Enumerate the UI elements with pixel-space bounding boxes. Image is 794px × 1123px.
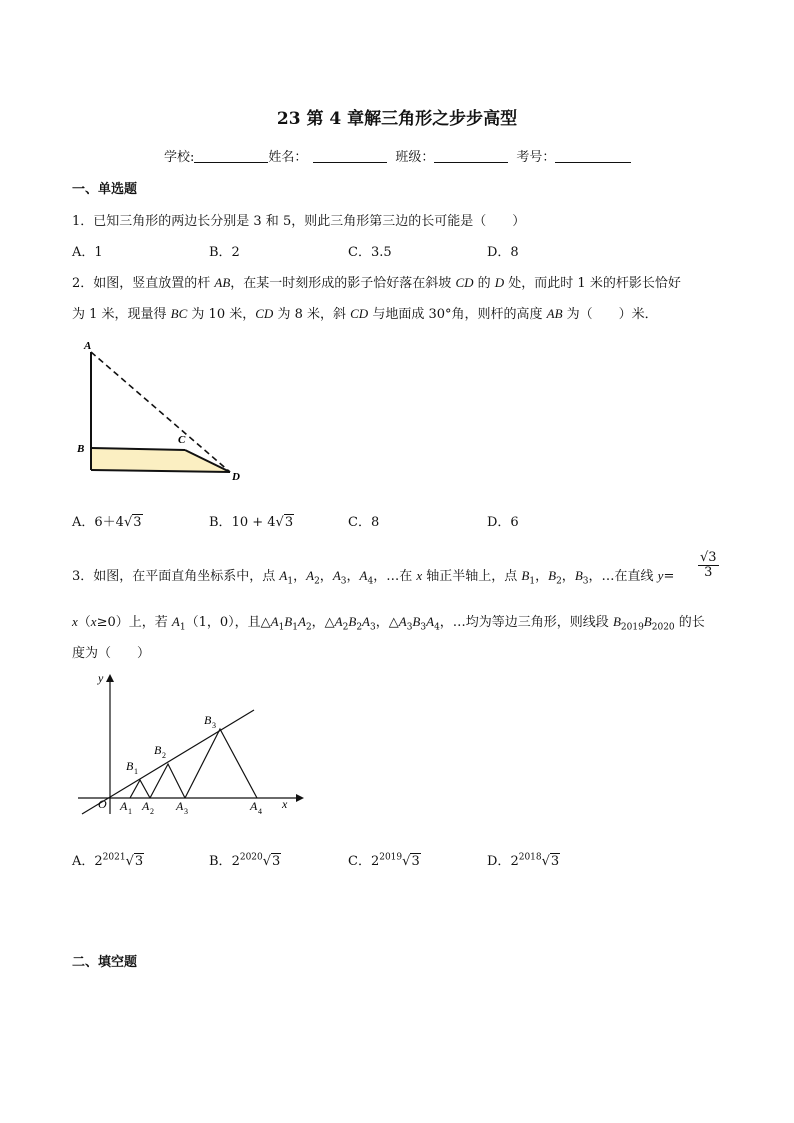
- q3-opt-b-base: 2: [231, 854, 240, 869]
- label-b: B: [77, 443, 85, 455]
- q3-text-f: （1，0），且△: [185, 615, 271, 630]
- q3-t1a-sub: 1: [278, 622, 285, 633]
- q3-t2a-sub: 2: [342, 622, 349, 633]
- triangle-3: [185, 729, 257, 798]
- q3-option-c[interactable]: [348, 850, 421, 869]
- q3-line3: 度为（ ）: [72, 646, 151, 661]
- q3-var-x2: x: [72, 614, 78, 629]
- label-b3: B: [204, 713, 212, 727]
- q2-var-d: D: [494, 275, 505, 290]
- q3-line2: [72, 611, 705, 633]
- q3-frac-num: √3: [700, 550, 717, 565]
- q3-t2c-sub: 3: [370, 622, 376, 633]
- q3-b1-sub: 1: [529, 576, 536, 587]
- q3-b2: B: [548, 568, 557, 583]
- q3-opt-b-prefix: B．: [209, 854, 232, 869]
- q2-var-ab: AB: [214, 275, 231, 290]
- section-single-choice: 一、单选题: [72, 182, 138, 197]
- q3-t3c-sub: 4: [434, 622, 440, 633]
- q3-t1a: A: [270, 614, 279, 629]
- q3-a2: A: [306, 568, 315, 583]
- q3-a1b-sub: 1: [179, 622, 186, 633]
- label-a3-sub: 3: [184, 807, 188, 816]
- q3-b2-sub: 2: [556, 576, 562, 587]
- sqrt-icon: √3: [275, 515, 294, 530]
- q3-opt-d-prefix: D．: [487, 854, 511, 869]
- sqrt-icon: √3: [541, 854, 560, 869]
- q3-option-d[interactable]: [487, 850, 560, 869]
- class-blank[interactable]: [434, 149, 508, 163]
- q3-t3b: B: [412, 614, 421, 629]
- q3-var-y: y: [657, 568, 664, 583]
- label-b2-sub: 2: [162, 751, 166, 760]
- sqrt-icon: √3: [402, 854, 420, 869]
- q3-text-d: …在直线: [601, 569, 658, 584]
- q3-t1c-sub: 2: [305, 622, 312, 633]
- q3-opt-a-base: 2: [94, 854, 103, 869]
- q3-t3a: A: [398, 614, 407, 629]
- label-b3-sub: 3: [212, 721, 216, 730]
- q2-line2: [72, 303, 658, 322]
- q3-t3c: A: [426, 614, 435, 629]
- q2-opt-b-rad: 3: [284, 515, 294, 530]
- exam-blank[interactable]: [555, 149, 631, 163]
- q3-a3: A: [332, 568, 341, 583]
- label-a2-sub: 2: [150, 807, 154, 816]
- q3-seg-b1-sub: 2019: [620, 622, 644, 633]
- label-b1: B: [126, 759, 134, 773]
- q3-a3-sub: 3: [340, 576, 347, 587]
- q3-text-b: …在: [386, 569, 417, 584]
- q3-b1: B: [521, 568, 530, 583]
- x-axis-arrow-icon: [296, 794, 304, 802]
- q3-text-a: 3．如图，在平面直角坐标系中，点: [72, 569, 280, 584]
- q3-t1c: A: [297, 614, 306, 629]
- q3-text-c: 轴正半轴上，点: [422, 569, 522, 584]
- q3-opt-c-base: 2: [370, 854, 380, 869]
- name-label: 姓名：: [268, 150, 308, 165]
- q3-a4: A: [359, 568, 368, 583]
- q2-option-a[interactable]: [72, 511, 143, 530]
- q3-opt-c-rad: 3: [411, 854, 420, 869]
- q3-var-x: x: [416, 568, 423, 583]
- q3-t2b: B: [348, 614, 357, 629]
- label-a1-sub: 1: [128, 807, 132, 816]
- q2-text-c: 的: [473, 276, 495, 291]
- q3-opt-a-rad: 3: [134, 854, 144, 869]
- label-o: O: [98, 797, 107, 811]
- q2-var-cd2: CD: [255, 306, 274, 321]
- q2-figure: [70, 336, 250, 486]
- q3-a2-sub: 2: [314, 576, 320, 587]
- q3-fraction: [698, 551, 719, 580]
- q2-option-c[interactable]: C．8: [348, 515, 380, 530]
- q3-opt-b-exp: 2020: [239, 852, 263, 863]
- label-a2: A: [142, 799, 150, 813]
- student-info: [164, 146, 631, 165]
- q2-text-b: ，在某一时刻形成的影子恰好落在斜坡: [230, 276, 456, 291]
- label-a3: A: [176, 799, 184, 813]
- q3-opt-a-exp: 2021: [102, 852, 126, 863]
- q2-option-d[interactable]: D．6: [487, 515, 519, 530]
- q2-opt-a-val: 6＋4: [94, 515, 124, 530]
- q3-t3b-sub: 3: [420, 622, 427, 633]
- label-a1: A: [120, 799, 128, 813]
- q3-var-x3: x: [90, 614, 97, 629]
- q2-opt-a-rad: 3: [133, 515, 142, 530]
- q3-option-a[interactable]: [72, 850, 144, 869]
- q3-opt-a-prefix: A．: [72, 854, 95, 869]
- label-a4: A: [250, 799, 258, 813]
- q3-t1b: B: [284, 614, 293, 629]
- q3-text-h: ，△: [375, 615, 399, 630]
- exam-label: 考号：: [516, 150, 556, 165]
- class-label: 班级：: [395, 150, 435, 165]
- q3-text-i: ，…均为等边三角形，则线段: [439, 615, 613, 630]
- name-blank[interactable]: [313, 149, 387, 163]
- q3-opt-d-base: 2: [510, 854, 519, 869]
- q2-var-bc: BC: [170, 306, 188, 321]
- q2-text-h: 为 8 米，斜: [273, 307, 351, 322]
- q1-option-d[interactable]: D．8: [487, 245, 519, 260]
- q2-line1: [72, 272, 681, 291]
- q3-a1-sub: 1: [287, 576, 294, 587]
- q3-t2a: A: [334, 614, 343, 629]
- q2-text-a: 2．如图，竖直放置的杆: [72, 276, 215, 291]
- q1-option-c[interactable]: C．3.5: [348, 245, 392, 260]
- q2-text-g: 为 10 米，: [187, 307, 256, 322]
- q3-b3-sub: 3: [582, 576, 589, 587]
- q3-a1: A: [279, 568, 288, 583]
- q3-t1b-sub: 1: [292, 622, 298, 633]
- q2-text-e: 处，而此时 1 米的杆影长恰好: [504, 276, 681, 291]
- q2-var-cd3: CD: [350, 306, 369, 321]
- sqrt-icon: √3: [262, 854, 281, 869]
- q2-option-b[interactable]: [209, 511, 294, 530]
- page-title: 23 第 4 章解三角形之步步高型: [276, 109, 518, 129]
- q1-option-a[interactable]: A．1: [72, 245, 103, 260]
- label-a4-sub: 4: [258, 807, 262, 816]
- q2-opt-b-prefix: B．: [209, 515, 232, 530]
- q3-opt-d-exp: 2018: [518, 852, 542, 863]
- q3-figure: [70, 668, 310, 818]
- q2-var-cd: CD: [455, 275, 474, 290]
- label-x: x: [282, 797, 288, 811]
- q3-t2b-sub: 2: [356, 622, 363, 633]
- school-label: 学校:: [164, 150, 195, 165]
- q3-frac-den: 3: [704, 565, 713, 580]
- school-blank[interactable]: [194, 149, 268, 163]
- q2-text-j: 为（ ）米．: [562, 307, 658, 322]
- q3-a4-sub: 4: [367, 576, 374, 587]
- q3-opt-d-rad: 3: [550, 854, 560, 869]
- q3-b3: B: [574, 568, 583, 583]
- q1-option-b[interactable]: B．2: [209, 245, 240, 260]
- q2-opt-a-prefix: A．: [72, 515, 95, 530]
- q2-text-i: 与地面成 30°角，则杆的高度: [368, 307, 547, 322]
- q2-var-ab2: AB: [546, 306, 563, 321]
- q3-text-g: ，△: [311, 615, 335, 630]
- q3-opt-c-exp: 2019: [379, 852, 403, 863]
- q3-t2c: A: [362, 614, 370, 629]
- q3-seg-b2: B: [643, 614, 652, 629]
- q2-opt-b-val: 10 + 4: [231, 515, 276, 530]
- q3-paren: （: [77, 615, 91, 630]
- q3-option-b[interactable]: [209, 850, 281, 869]
- q3-seg-b1: B: [612, 614, 621, 629]
- q3-a1b: A: [171, 614, 180, 629]
- q3-opt-b-rad: 3: [272, 854, 281, 869]
- label-d: D: [232, 471, 240, 483]
- shadow-area: [91, 448, 230, 472]
- label-y: y: [98, 671, 104, 685]
- q3-line1: 3．如图，在平面直角坐标系中，点 $A_1$，$A_2$，$A_3$，$A_4$，…在 x 轴正半轴上，点 $B_1$，$B_2$，$B_3$，…在直线 y=: [72, 568, 675, 587]
- q3-text-e: ≥0）上，若: [96, 615, 172, 630]
- q3-t3a-sub: 3: [406, 622, 413, 633]
- q3-opt-c-prefix: C．: [348, 854, 371, 869]
- label-c: C: [178, 434, 186, 446]
- y-axis-arrow-icon: [106, 674, 114, 682]
- q2-text-f: 为 1 米，现量得: [72, 307, 171, 322]
- q3-text-j: 的长: [674, 615, 705, 630]
- label-b2: B: [154, 743, 162, 757]
- q1-text: 1．已知三角形的两边长分别是 3 和 5，则此三角形第三边的长可能是（ ）: [72, 214, 526, 229]
- sqrt-icon: √3: [125, 854, 144, 869]
- q3-eq: =: [663, 569, 675, 584]
- section-fill-blank: 二、填空题: [72, 955, 138, 970]
- q3-seg-b2-sub: 2020: [651, 622, 675, 633]
- label-b1-sub: 1: [134, 767, 138, 776]
- sqrt-icon: √3: [123, 515, 142, 530]
- label-a: A: [84, 340, 92, 352]
